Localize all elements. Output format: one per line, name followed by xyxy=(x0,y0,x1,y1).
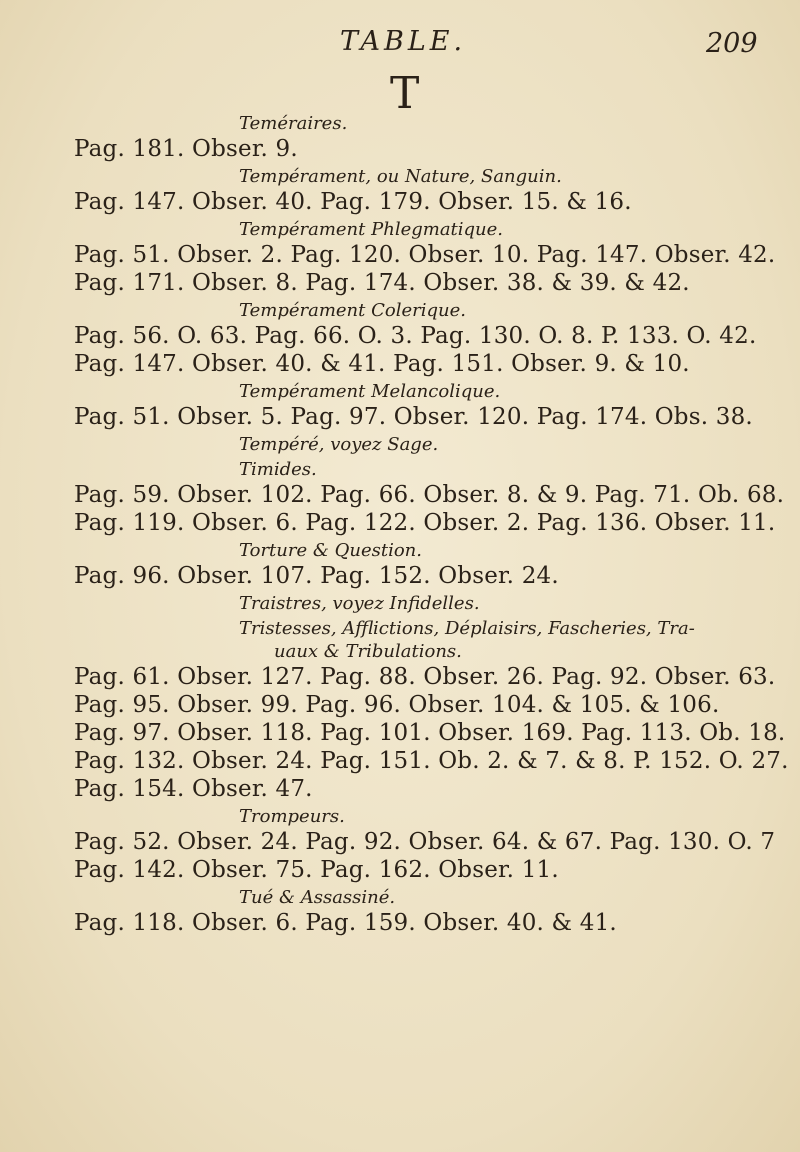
entry-heading: Timides. xyxy=(239,459,317,480)
index-entry xyxy=(74,539,764,590)
entry-reference: Pag. 97. Obser. 118. Pag. 101. Obser. 169. Pag. 113. Ob. 18. xyxy=(74,720,786,746)
index-entry xyxy=(74,592,764,615)
entry-reference: Pag. 61. Obser. 127. Pag. 88. Obser. 26. Pag. 92. Obser. 63. xyxy=(74,664,776,690)
entry-reference: Pag. 154. Obser. 47. xyxy=(74,776,313,802)
entry-heading: Tempérament Melancolique. xyxy=(239,381,501,402)
index-entry xyxy=(74,886,764,937)
entry-heading: Tué & Assassiné. xyxy=(239,887,396,908)
index-entry xyxy=(74,805,776,884)
index-entry xyxy=(74,165,764,216)
entry-heading: Tempéré, voyez Sage. xyxy=(239,434,439,455)
entry-reference: Pag. 119. Obser. 6. Pag. 122. Obser. 2. Pag. 136. Obser. 11. xyxy=(74,510,776,536)
entry-reference: Pag. 95. Obser. 99. Pag. 96. Obser. 104. & 105. & 106. xyxy=(74,692,720,718)
index-entry xyxy=(74,458,785,537)
index-entry xyxy=(74,617,789,803)
entry-reference: Pag. 171. Obser. 8. Pag. 174. Obser. 38. & 39. & 42. xyxy=(74,270,690,296)
entry-heading: Teméraires. xyxy=(239,113,348,134)
entry-reference: Pag. 96. Obser. 107. Pag. 152. Obser. 24. xyxy=(74,563,559,589)
entry-heading-continuation: uaux & Tribulations. xyxy=(274,641,462,662)
entry-reference: Pag. 147. Obser. 40. Pag. 179. Obser. 15. & 16. xyxy=(74,189,632,215)
index-entry xyxy=(74,299,764,378)
entry-reference: Pag. 147. Obser. 40. & 41. Pag. 151. Obser. 9. & 10. xyxy=(74,351,690,377)
index-entry xyxy=(74,433,764,456)
entry-heading: Tempérament Colerique. xyxy=(239,300,466,321)
entry-heading: Tempérament Phlegmatique. xyxy=(239,219,504,240)
entry-reference: Pag. 132. Obser. 24. Pag. 151. Ob. 2. & 7. & 8. P. 152. O. 27. xyxy=(74,748,789,774)
entry-heading xyxy=(74,617,764,663)
index-entry xyxy=(74,218,776,297)
entry-reference: Pag. 118. Obser. 6. Pag. 159. Obser. 40. & 41. xyxy=(74,910,617,936)
entry-reference: Pag. 51. Obser. 2. Pag. 120. Obser. 10. Pag. 147. Obser. 42. xyxy=(74,242,776,268)
entry-reference: Pag. 52. Obser. 24. Pag. 92. Obser. 64. & 67. Pag. 130. O. 7 xyxy=(74,829,776,855)
entry-reference: Pag. 51. Obser. 5. Pag. 97. Obser. 120. Pag. 174. Obs. 38. xyxy=(74,404,753,430)
entry-heading: Trompeurs. xyxy=(239,806,345,827)
running-title: TABLE. xyxy=(340,26,467,57)
section-letter: T xyxy=(390,68,420,119)
entry-heading: Traistres, voyez Infidelles. xyxy=(239,593,480,614)
entry-heading: Tempérament, ou Nature, Sanguin. xyxy=(239,166,562,187)
entry-reference: Pag. 181. Obser. 9. xyxy=(74,136,298,162)
entry-reference: Pag. 142. Obser. 75. Pag. 162. Obser. 11. xyxy=(74,857,559,883)
entry-heading-line: Tristesses, Afflictions, Déplaisirs, Fascheries, Tra- xyxy=(239,618,695,639)
page-number: 209 xyxy=(706,28,758,59)
entry-reference: Pag. 59. Obser. 102. Pag. 66. Obser. 8. & 9. Pag. 71. Ob. 68. xyxy=(74,482,785,508)
entry-reference: Pag. 56. O. 63. Pag. 66. O. 3. Pag. 130. O. 8. P. 133. O. 42. xyxy=(74,323,757,349)
index-entry xyxy=(74,380,764,431)
index-entries xyxy=(74,112,789,939)
entry-heading: Torture & Question. xyxy=(239,540,422,561)
index-entry xyxy=(74,112,764,163)
